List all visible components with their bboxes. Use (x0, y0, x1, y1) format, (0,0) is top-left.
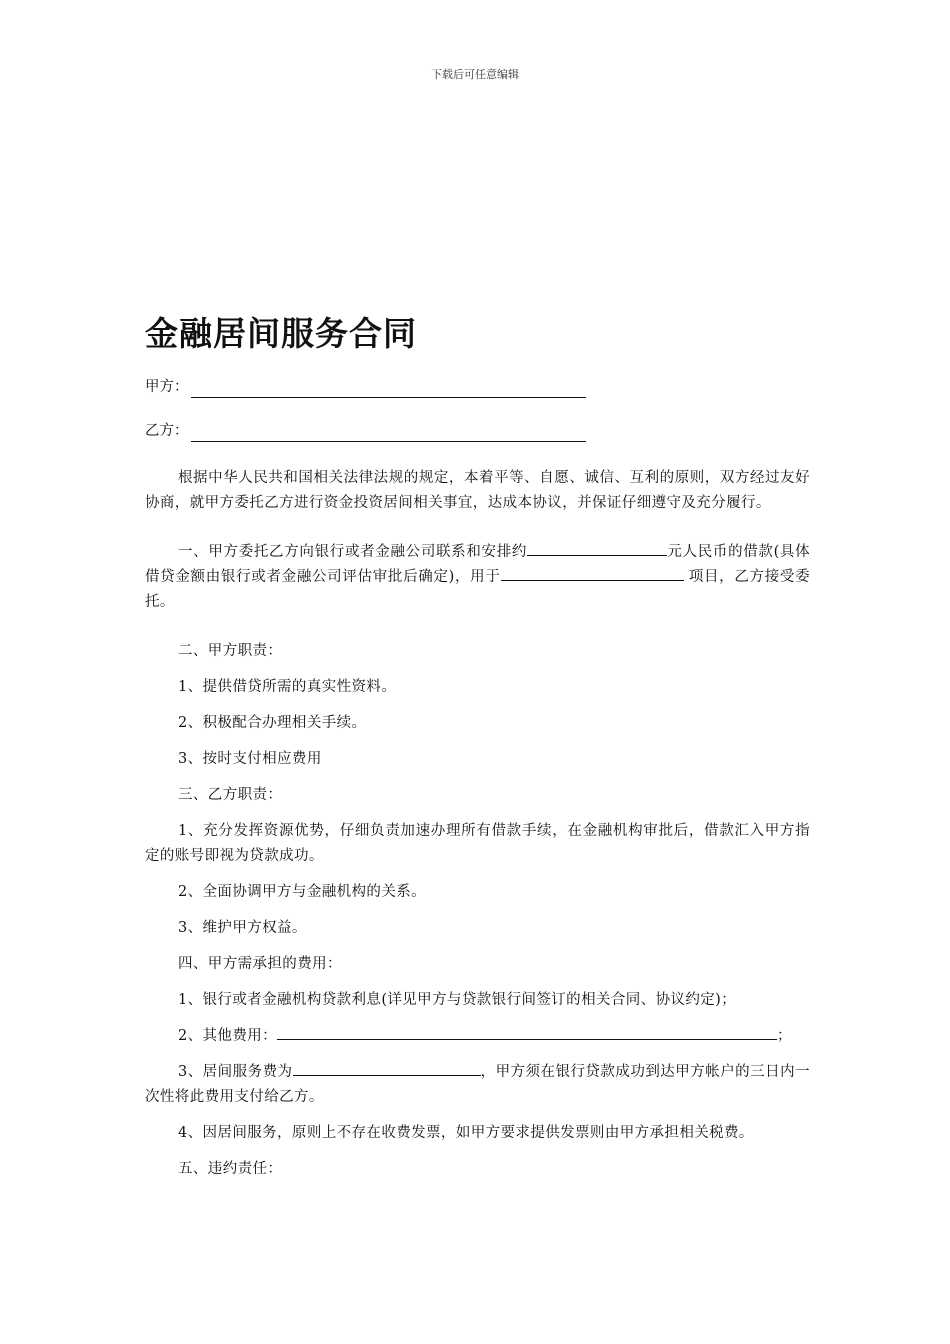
service-fee-blank (293, 1060, 481, 1076)
project-blank (501, 565, 684, 581)
section-4-heading: 四、甲方需承担的费用： (178, 956, 342, 972)
other-fees-end: ； (777, 1028, 792, 1044)
section-2-item-3: 3、按时支付相应费用 (178, 751, 322, 767)
party-a-line (145, 376, 810, 398)
document-title: 金融居间服务合同 (145, 314, 417, 353)
section-3-item-3: 3、维护甲方权益。 (178, 920, 307, 936)
service-fee-text: ，甲方须在银行贷款成功到达甲方帐户的三日内一次性将此费用支付给乙方。 (145, 1064, 810, 1105)
section-4-item-2 (145, 1024, 810, 1049)
other-fees-blank (277, 1024, 777, 1040)
amount-blank (527, 540, 667, 556)
other-fees-label: 2、其他费用： (178, 1028, 278, 1044)
party-a-label: 甲方： (145, 379, 189, 395)
section-2-heading: 二、甲方职责： (178, 643, 283, 659)
section-1-text-a: 一、甲方委托乙方向银行或者金融公司联系和安排约 (178, 544, 528, 560)
party-b-line (145, 420, 810, 442)
intro-paragraph: 根据中华人民共和国相关法律法规的规定，本着平等、自愿、诚信、互利的原则，双方经过友好协商，就甲方委托乙方进行资金投资居间相关事宜，达成本协议，并保证仔细遵守及充分履行。 (145, 470, 810, 511)
section-4-item-3 (145, 1060, 810, 1110)
section-3-heading: 三、乙方职责： (178, 787, 283, 803)
section-2-item-2: 2、积极配合办理相关手续。 (178, 715, 367, 731)
section-4-item-4: 4、因居间服务，原则上不存在收费发票，如甲方要求提供发票则由甲方承担相关税费。 (178, 1125, 754, 1141)
section-2-item-1: 1、提供借贷所需的真实性资料。 (178, 679, 397, 695)
party-b-blank (191, 425, 586, 442)
section-1-text-b: 元人民币的借款(具体借贷金额由银行或者金融公司评估审批后确定)，用于 (145, 544, 811, 585)
party-a-blank (191, 381, 586, 398)
header-note: 下载后可任意编辑 (431, 68, 519, 81)
section-3-item-2: 2、全面协调甲方与金融机构的关系。 (178, 884, 427, 900)
service-fee-label: 3、居间服务费为 (178, 1064, 293, 1080)
section-4-item-1: 1、银行或者金融机构贷款利息(详见甲方与贷款银行间签订的相关合同、协议约定)； (178, 992, 737, 1008)
section-1-paragraph (145, 540, 810, 615)
section-5-heading: 五、违约责任： (178, 1161, 283, 1177)
party-b-label: 乙方： (145, 423, 189, 439)
section-3-item-1: 1、充分发挥资源优势，仔细负责加速办理所有借款手续，在金融机构审批后，借款汇入甲方指定的账号即视为贷款成功。 (145, 823, 810, 864)
document-body (145, 312, 810, 1193)
section-1-text-c: 项目，乙方接受委托。 (145, 569, 810, 610)
